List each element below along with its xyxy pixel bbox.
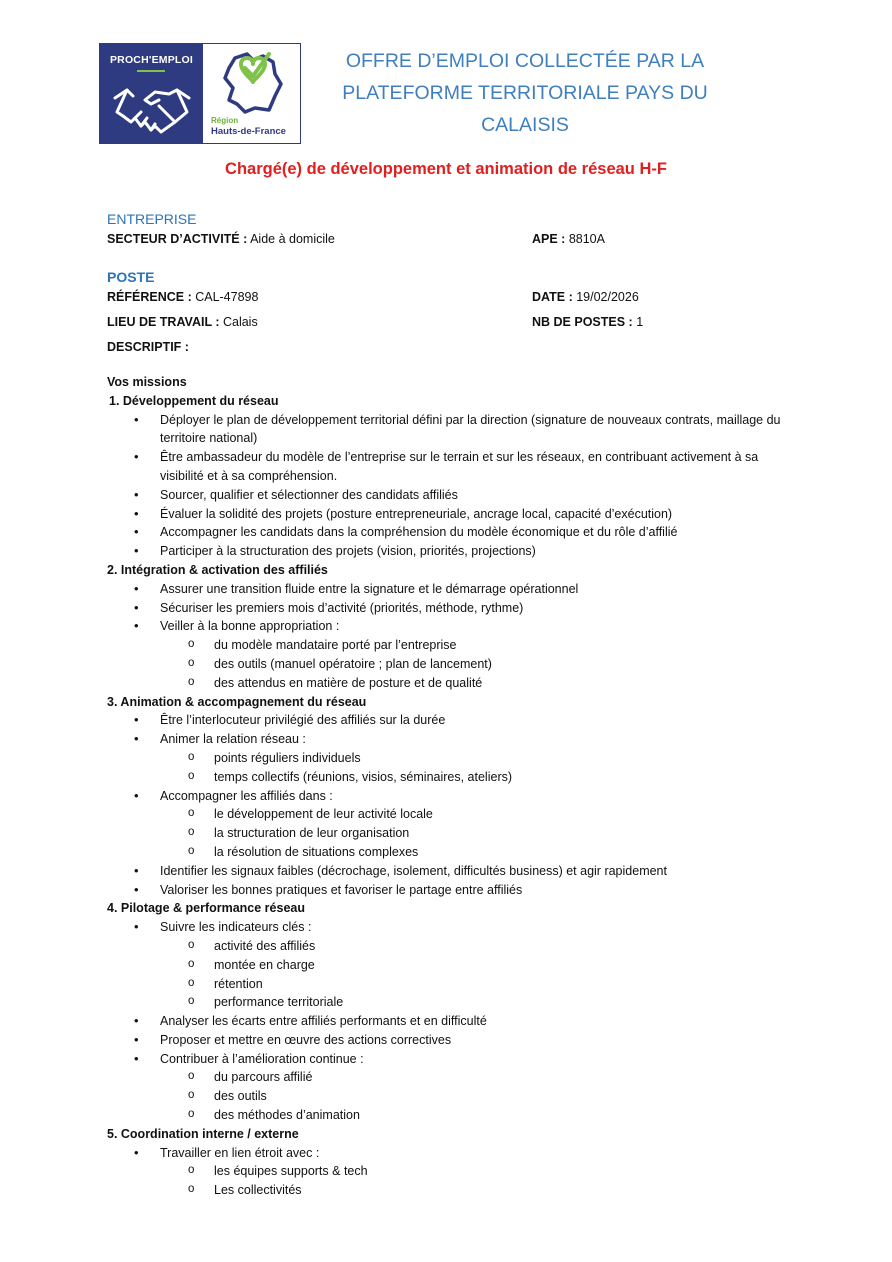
mission-item: • Évaluer la solidité des projets (posture entrepreneuriale, ancrage local, capacité d’exécution) bbox=[107, 505, 797, 524]
field-nb-postes-value: 1 bbox=[632, 315, 644, 329]
mission-section-title: 1. Développement du réseau bbox=[109, 393, 279, 408]
section-heading-poste: POSTE bbox=[107, 269, 155, 285]
field-ape-label: APE : bbox=[532, 232, 566, 246]
mission-subitem: o des méthodes d’animation bbox=[107, 1106, 797, 1125]
field-nb-postes bbox=[532, 315, 643, 329]
mission-item: • Sécuriser les premiers mois d’activité (priorités, méthode, rythme) bbox=[107, 599, 797, 618]
mission-item: • Sourcer, qualifier et sélectionner des candidats affiliés bbox=[107, 486, 797, 505]
field-date-label: DATE : bbox=[532, 290, 573, 304]
mission-item: • Travailler en lien étroit avec : bbox=[107, 1144, 797, 1163]
field-lieu-label: LIEU DE TRAVAIL : bbox=[107, 315, 220, 329]
mission-subitem: o du parcours affilié bbox=[107, 1068, 797, 1087]
mission-item: • Identifier les signaux faibles (décrochage, isolement, difficultés business) et agir rapidement bbox=[107, 862, 797, 881]
mission-item: • Suivre les indicateurs clés : bbox=[107, 918, 797, 937]
region-map-icon bbox=[217, 50, 289, 116]
mission-section-title: 4. Pilotage & performance réseau bbox=[107, 901, 305, 916]
header-title-line2: PLATEFORME TERRITORIALE PAYS DU CALAISIS bbox=[342, 82, 708, 136]
mission-subitem: o activité des affiliés bbox=[107, 937, 797, 956]
field-lieu-value: Calais bbox=[219, 315, 258, 329]
region-logo bbox=[203, 44, 300, 143]
mission-item: • Contribuer à l’amélioration continue : bbox=[107, 1050, 797, 1069]
mission-item: • Assurer une transition fluide entre la signature et le démarrage opérationnel bbox=[107, 580, 797, 599]
field-nb-postes-label: NB DE POSTES : bbox=[532, 315, 633, 329]
region-prefix: Région bbox=[211, 116, 239, 125]
field-reference-value: CAL-47898 bbox=[191, 290, 259, 304]
field-ape-value: 8810A bbox=[565, 232, 605, 246]
mission-section-title: 2. Intégration & activation des affiliés bbox=[107, 562, 328, 577]
mission-section-title: 5. Coordination interne / externe bbox=[107, 1126, 299, 1141]
field-date bbox=[532, 290, 639, 304]
mission-item: • Animer la relation réseau : bbox=[107, 730, 797, 749]
missions-intro: Vos missions bbox=[107, 375, 187, 389]
job-description bbox=[107, 373, 797, 1200]
mission-subitem: o rétention bbox=[107, 975, 797, 994]
header-title-line1: OFFRE D’EMPLOI COLLECTÉE PAR LA bbox=[345, 50, 705, 72]
missions-sections bbox=[107, 392, 797, 1200]
field-descriptif-label: DESCRIPTIF : bbox=[107, 340, 189, 354]
mission-subitem: o les équipes supports & tech bbox=[107, 1162, 797, 1181]
logo-block bbox=[99, 43, 301, 144]
mission-subitem: o du modèle mandataire porté par l’entreprise bbox=[107, 636, 797, 655]
mission-list bbox=[107, 711, 797, 899]
prochemploi-logo bbox=[100, 44, 203, 143]
mission-item: • Être ambassadeur du modèle de l’entreprise sur le terrain et sur les réseaux, en contribuant activement à sa visibilité et à sa compréhension. bbox=[107, 448, 797, 486]
mission-item: • Veiller à la bonne appropriation : bbox=[107, 617, 797, 636]
mission-subitem: o des outils (manuel opératoire ; plan de lancement) bbox=[107, 655, 797, 674]
mission-item: • Accompagner les affiliés dans : bbox=[107, 787, 797, 806]
field-date-value: 19/02/2026 bbox=[572, 290, 639, 304]
mission-section-title: 3. Animation & accompagnement du réseau bbox=[107, 694, 367, 709]
mission-item: • Participer à la structuration des projets (vision, priorités, projections) bbox=[107, 542, 797, 561]
mission-item: • Accompagner les candidats dans la compréhension du modèle économique et du rôle d’affilié bbox=[107, 523, 797, 542]
mission-item: • Proposer et mettre en œuvre des actions correctives bbox=[107, 1031, 797, 1050]
field-ape bbox=[532, 232, 605, 246]
section-heading-entreprise: ENTREPRISE bbox=[107, 211, 197, 227]
mission-subitem: o la structuration de leur organisation bbox=[107, 824, 797, 843]
mission-list bbox=[107, 580, 797, 693]
job-title: Chargé(e) de développement et animation de réseau H-F bbox=[225, 160, 667, 178]
field-secteur-value: Aide à domicile bbox=[247, 232, 335, 246]
mission-subitem: o des outils bbox=[107, 1087, 797, 1106]
handshake-icon bbox=[111, 76, 193, 138]
mission-subitem: o Les collectivités bbox=[107, 1181, 797, 1200]
mission-list bbox=[107, 918, 797, 1125]
mission-item: • Déployer le plan de développement territorial défini par la direction (signature de nouveaux contrats, maillage du territoire national) bbox=[107, 411, 797, 449]
field-secteur-label: SECTEUR D’ACTIVITÉ : bbox=[107, 232, 248, 246]
field-lieu bbox=[107, 315, 258, 329]
mission-list bbox=[107, 1144, 797, 1200]
mission-subitem: o points réguliers individuels bbox=[107, 749, 797, 768]
mission-item: • Analyser les écarts entre affiliés performants et en difficulté bbox=[107, 1012, 797, 1031]
region-name: Hauts-de-France bbox=[211, 126, 286, 137]
mission-subitem: o la résolution de situations complexes bbox=[107, 843, 797, 862]
mission-subitem: o performance territoriale bbox=[107, 993, 797, 1012]
field-descriptif bbox=[107, 340, 189, 354]
prochemploi-brand: PROCH'EMPLOI bbox=[109, 54, 194, 66]
mission-subitem: o le développement de leur activité locale bbox=[107, 805, 797, 824]
field-reference-label: RÉFÉRENCE : bbox=[107, 290, 192, 304]
brand-underline bbox=[137, 70, 165, 72]
mission-list bbox=[107, 411, 797, 561]
mission-subitem: o des attendus en matière de posture et de qualité bbox=[107, 674, 797, 693]
mission-subitem: o montée en charge bbox=[107, 956, 797, 975]
mission-subitem: o temps collectifs (réunions, visios, séminaires, ateliers) bbox=[107, 768, 797, 787]
mission-item: • Valoriser les bonnes pratiques et favoriser le partage entre affiliés bbox=[107, 881, 797, 900]
field-secteur bbox=[107, 232, 335, 246]
header-title bbox=[318, 45, 732, 141]
mission-item: • Être l’interlocuteur privilégié des affiliés sur la durée bbox=[107, 711, 797, 730]
field-reference bbox=[107, 290, 258, 304]
